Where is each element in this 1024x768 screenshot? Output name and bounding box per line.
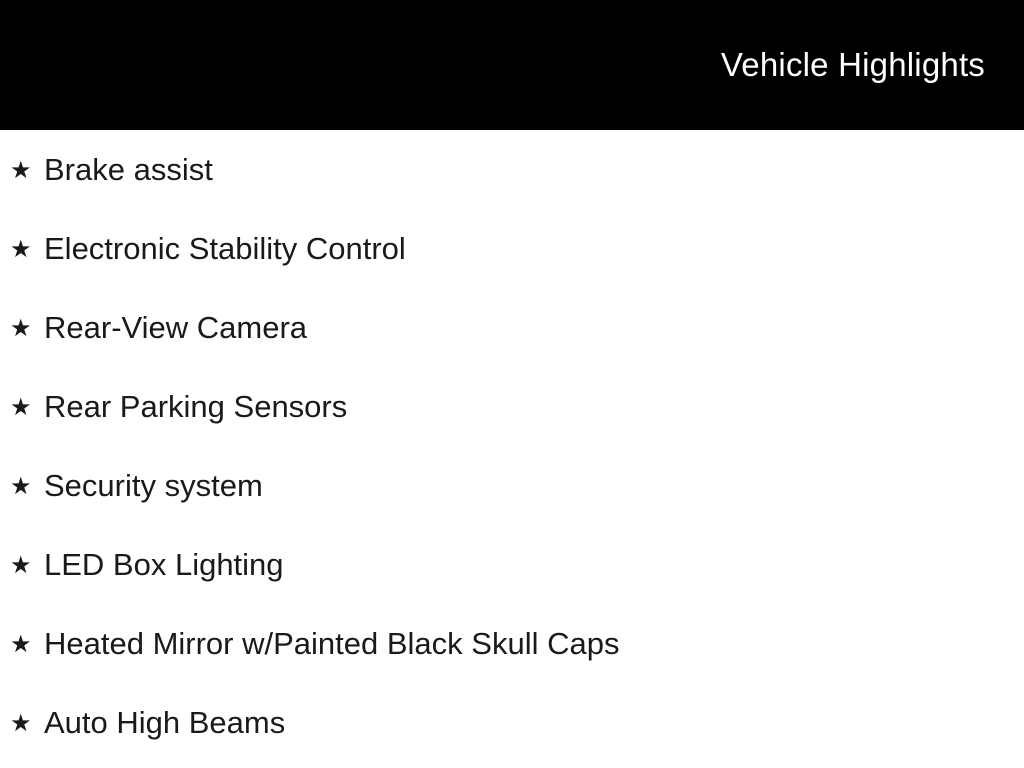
list-item <box>0 626 1024 662</box>
star-icon: ★ <box>10 156 32 184</box>
highlights-list <box>0 130 1024 741</box>
list-item <box>0 468 1024 504</box>
star-icon: ★ <box>10 551 32 579</box>
item-label: Rear-View Camera <box>44 310 308 345</box>
item-label: Electronic Stability Control <box>44 231 406 266</box>
header-bar <box>0 0 1024 130</box>
star-icon: ★ <box>10 630 32 658</box>
list-item <box>0 231 1024 267</box>
item-label: Heated Mirror w/Painted Black Skull Caps <box>44 626 620 661</box>
star-icon: ★ <box>10 314 32 342</box>
page-title: Vehicle Highlights <box>720 46 986 83</box>
star-icon: ★ <box>10 393 32 421</box>
list-item <box>0 310 1024 346</box>
list-item <box>0 547 1024 583</box>
item-label: Rear Parking Sensors <box>44 389 348 424</box>
star-icon: ★ <box>10 235 32 263</box>
list-item <box>0 152 1024 188</box>
star-icon: ★ <box>10 472 32 500</box>
star-icon: ★ <box>10 709 32 737</box>
item-label: Brake assist <box>44 152 213 187</box>
list-item <box>0 389 1024 425</box>
item-label: Security system <box>44 468 263 503</box>
item-label: LED Box Lighting <box>44 547 284 582</box>
item-label: Auto High Beams <box>44 705 286 740</box>
list-item <box>0 705 1024 741</box>
